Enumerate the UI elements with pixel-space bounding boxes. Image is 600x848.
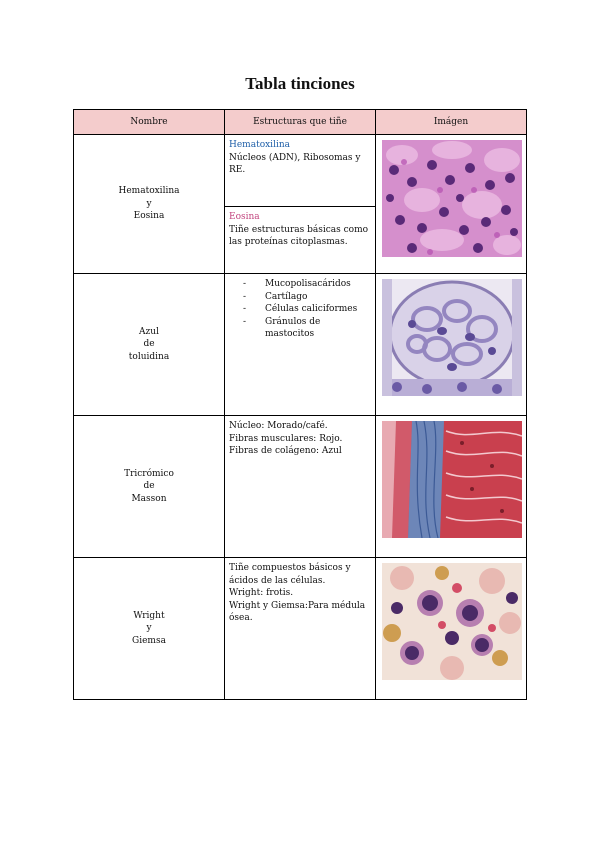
structures-cell [225,274,376,416]
eosina-text: Tiñe estructuras básicas como las proteínas citoplasmas. [229,224,369,247]
image-cell [376,416,527,558]
header-nombre: Nombre [74,110,225,135]
structures-cell [225,135,376,207]
table-row [74,558,527,700]
structure-line: Wright: frotis. [229,588,294,598]
image-cell [376,135,527,274]
stain-name-line: Tricrómico [124,468,174,479]
table-header-row [74,110,527,135]
structure-line: Núcleo: Morado/café. [229,421,328,431]
stain-name-line: Eosina [133,211,165,222]
stain-table [73,109,527,700]
header-estructuras: Estructuras que tiñe [225,110,376,135]
table-row [74,135,527,207]
stain-name-line: Azul [139,326,159,337]
structure-line: Wright y Giemsa:Para médula ósea. [229,600,366,623]
structures-cell [225,558,376,700]
list-item: - Mucopolisacáridos [243,278,372,291]
masson-micrograph-image [382,421,522,538]
stain-name-line: Wright [133,610,165,621]
structures-cell [225,207,376,274]
structures-list [229,278,372,341]
table-row [74,274,527,416]
toluidine-micrograph-image [382,279,522,396]
list-item: - Células caliciformes [243,303,372,316]
stain-name [74,558,225,700]
stain-name-line: Giemsa [132,635,166,646]
list-item: - Cartílago [243,291,372,304]
image-cell [376,274,527,416]
table-row [74,416,527,558]
stain-name [74,135,225,274]
stain-name-line: Masson [131,493,167,504]
stain-name-line: y [146,198,152,209]
he-micrograph-image [382,140,522,257]
hematoxilina-label: Hematoxilina [229,140,290,150]
eosina-label: Eosina [229,212,260,222]
wright-giemsa-micrograph-image [382,563,522,680]
stain-name-line: y [146,623,152,634]
structure-line: Tiñe compuestos básicos y ácidos de las células. [229,563,351,586]
stain-name-line: toluidina [128,351,170,362]
stain-name-line: Hematoxilina [118,186,180,197]
structure-line: Fibras de colágeno: Azul [229,446,342,456]
list-item: - Gránulos de mastocitos [243,316,372,341]
hematoxilina-text: Núcleos (ADN), Ribosomas y RE. [229,152,361,175]
header-imagen: Imágen [376,110,527,135]
page-title: Tabla tinciones [245,74,355,93]
stain-name [74,274,225,416]
stain-name-line: de [143,339,155,350]
structures-cell [225,416,376,558]
structure-line: Fibras musculares: Rojo. [229,433,343,444]
stain-name [74,416,225,558]
image-cell [376,558,527,700]
stain-name-line: de [143,481,155,492]
